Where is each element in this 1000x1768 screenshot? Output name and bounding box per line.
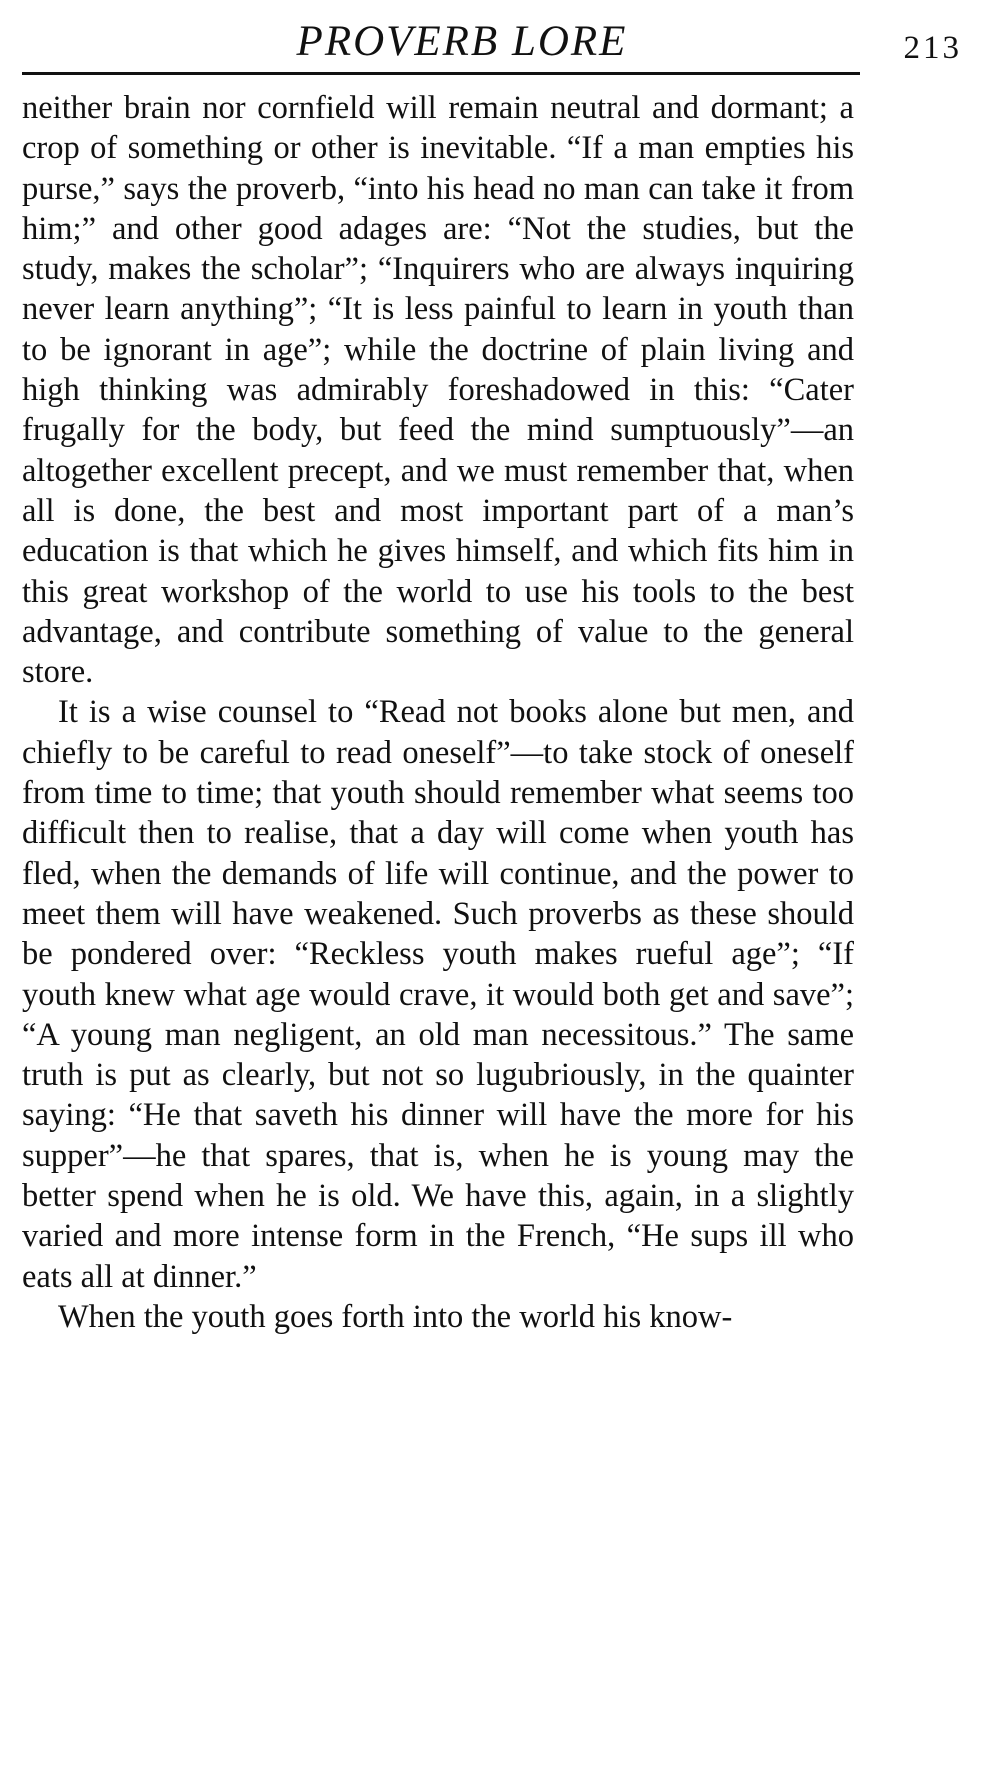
paragraph-continued: neither brain nor cornfield will remain neutral and dormant; a crop of something or other is inevitable. “If a man empties his purse,” says the proverb, “into his head no man can take it from him;” and other good adages are: “Not the studies, but the study, makes the scholar”; “Inquirers who are always inquiring never learn anything”; “It is less painful to learn in youth than to be ignorant in age”; while the doctrine of plain living and high thinking was admirably foreshadowed in this: “Cater frugally for the body, but feed the mind sumptuously”—an altogether excellent precept, and we must remember that, when all is done, the best and most important part of a man’s education is that which he gives himself, and which fits him in this great workshop of the world to use his tools to the best advantage, and contribute something of value to the general store. <box>22 90 854 691</box>
running-head <box>22 8 962 78</box>
body-text <box>22 88 854 1337</box>
paragraph-youth-goes-forth: When the youth goes forth into the world his know- <box>58 1298 733 1335</box>
running-title: PROVERB LORE <box>296 18 628 65</box>
paragraph-wise-counsel: It is a wise counsel to “Read not books alone but men, and chiefly to be careful to read oneself”—to take stock of oneself from time to time; that youth should remember what seems too difficult then to realise, that a day will come when youth has fled, when the demands of life will continue, and the power to meet them will have weakened. Such proverbs as these should be pondered over: “Reckless youth makes rueful age”; “If youth knew what age would crave, it would both get and save”; “A young man negligent, an old man necessitous.” The same truth is put as clearly, but not so lugubriously, in the quainter saying: “He that saveth his dinner will have the more for his supper”—he that spares, that is, when he is young may the better spend when he is old. We have this, again, in a slightly varied and more intense form in the French, “He sups ill who eats all at dinner.” <box>22 694 854 1295</box>
page-number: 213 <box>903 30 962 66</box>
header-rule <box>22 72 860 75</box>
